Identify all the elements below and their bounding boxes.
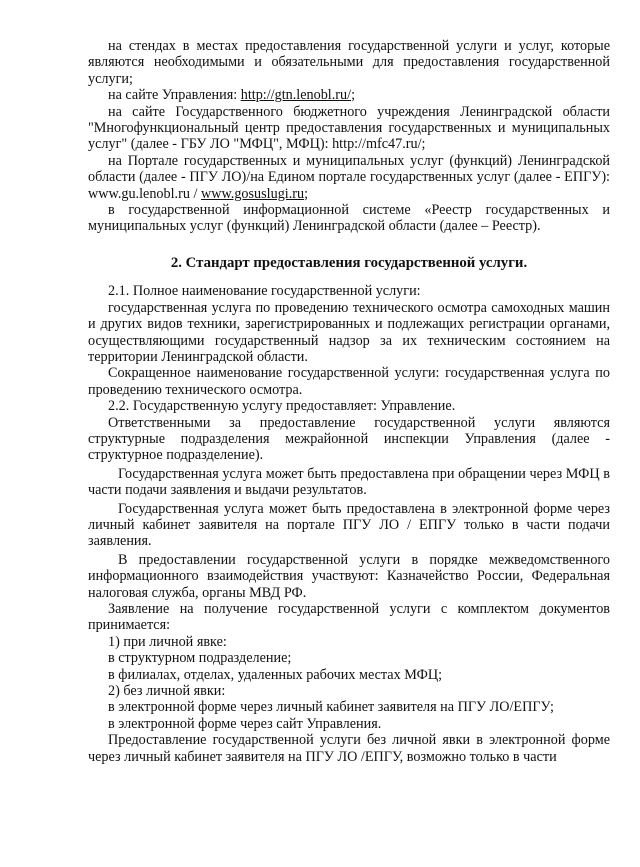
document-page (88, 38, 610, 765)
gosuslugi-link[interactable]: www.gosuslugi.ru (200, 185, 305, 202)
list-item-remote: 2) без личной явки: (108, 683, 226, 700)
list-item-mfc-branches: в филиалах, отделах, удаленных рабочих местах МФЦ; (108, 666, 443, 683)
list-item-personal: 1) при личной явке: (108, 633, 227, 650)
list-item-directorate-site: в электронной форме через сайт Управления. (108, 715, 382, 732)
paragraph-application: Заявление на получение государственной услуги с комплектом документов принимается: (88, 601, 610, 634)
list-item-portal-cabinet: в электронной форме через личный кабинет заявителя на ПГУ ЛО/ЕПГУ; (108, 699, 554, 716)
paragraph-portal (88, 153, 610, 202)
paragraph-2-1: 2.1. Полное наименование государственной услуги: (108, 283, 421, 300)
section-title: 2. Стандарт предоставления государственной услуги. (170, 254, 528, 271)
paragraph-electronic-service: Государственная услуга может быть предоставлена в электронной форме через личный кабинет заявителя на портале ПГУ ЛО / ЕПГУ только в части подачи заявления. (88, 500, 610, 550)
paragraph-stands: на стендах в местах предоставления государственной услуги и услуг, которые являются необходимыми и обязательными для предоставления государственной услуги; (88, 38, 610, 87)
paragraph-2-2: 2.2. Государственную услугу предоставляет: Управление. (108, 398, 456, 415)
paragraph-remote-provision: Предоставление государственной услуги без личной явки в электронной форме через личный кабинет заявителя на ПГУ ЛО /ЕПГУ, возможно только в части (88, 732, 610, 765)
portal-text: на Портале государственных и муниципальных услуг (функций) Ленинградской области (далее - ПГУ ЛО)/на Едином портале государственных услуг (далее - ЕПГУ): www.gu.lenobl.ru / (88, 152, 610, 202)
gtn-link-suffix: ; (351, 87, 356, 104)
gosuslugi-link-suffix: ; (304, 185, 309, 202)
paragraph-responsible: Ответственными за предоставление государственной услуги являются структурные подразделения межрайонной инспекции Управления (далее - структурное подразделение). (88, 414, 610, 464)
paragraph-mfc: на сайте Государственного бюджетного учреждения Ленинградской области "Многофункциональный центр предоставления государственных и муниципальных услуг" (далее - ГБУ ЛО "МФЦ", МФЦ): http://mfc47.ru/; (88, 103, 610, 153)
paragraph-mfc-service: Государственная услуга может быть предоставлена при обращении через МФЦ в части подачи заявления и выдачи результатов. (88, 465, 610, 499)
paragraph-full-name: государственная услуга по проведению технического осмотра самоходных машин и других видов техники, зарегистрированных и подлежащих регистрации органами, осуществляющими государственный надзор за их техническим состоянием на территории Ленинградской области. (88, 299, 610, 365)
paragraph-interagency: В предоставлении государственной услуги в порядке межведомственного информационного взаимодействия участвуют: Казначейство России, Федеральная налоговая служба, органы МВД РФ. (88, 551, 610, 601)
gtn-link[interactable]: http://gtn.lenobl.ru/ (240, 87, 352, 104)
list-item-structural-unit: в структурном подразделение; (108, 650, 292, 667)
paragraph-short-name: Сокращенное наименование государственной услуги: государственная услуга по проведению технического осмотра. (88, 365, 610, 398)
paragraph-site-directorate (88, 87, 610, 103)
paragraph-registry: в государственной информационной системе «Реестр государственных и муниципальных услуг (функций) Ленинградской области (далее – Реестр). (88, 202, 610, 235)
site-directorate-label: на сайте Управления: (108, 87, 241, 104)
